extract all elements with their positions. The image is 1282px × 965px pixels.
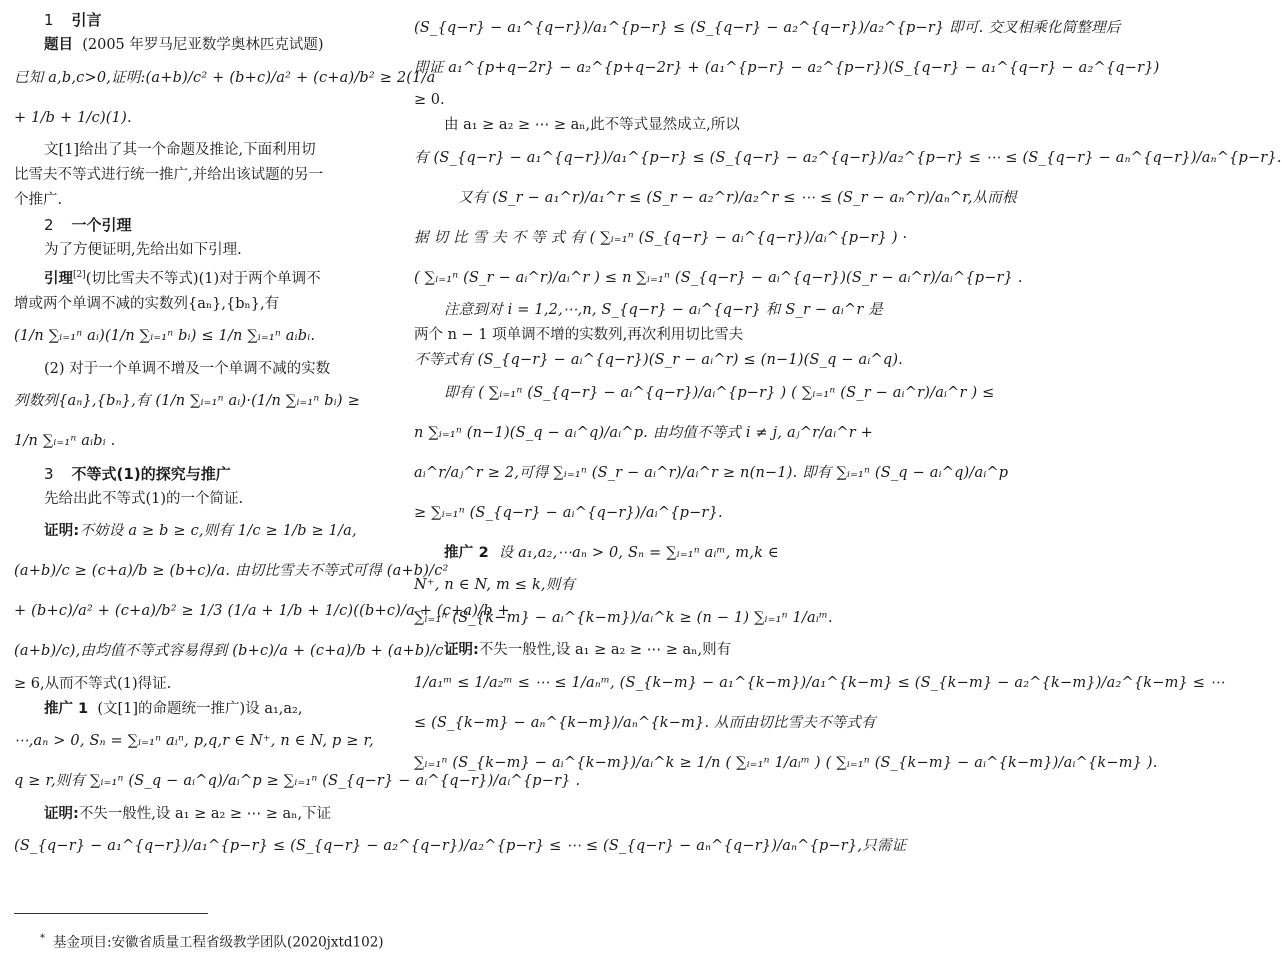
- proof-2-line1: 证明:不失一般性,设 a₁ ≥ a₂ ≥ ⋯ ≥ aₙ,下证: [44, 805, 332, 822]
- right-line-10: 两个 n − 1 项单调不增的实数列,再次利用切比雪夫: [414, 327, 744, 343]
- generalization-2-formula: ∑ᵢ₌₁ⁿ (S_{k−m} − aᵢ^{k−m})/aᵢ^k ≥ (n − 1) ∑ᵢ₌₁ⁿ 1/aᵢᵐ.: [414, 609, 833, 626]
- lemma-line3: (2) 对于一个单调不增及一个单调不减的实数: [44, 360, 331, 377]
- right-line-11: 不等式有 (S_{q−r} − aᵢ^{q−r})(S_r − aᵢ^r) ≤ (n−1)(S_q − aᵢ^q).: [414, 352, 903, 368]
- intro-line2: 比雪夫不等式进行统一推广,并给出该试题的另一: [14, 167, 324, 183]
- generalization-1-line2: ⋯,aₙ > 0, Sₙ = ∑ᵢ₌₁ⁿ aᵢⁿ, p,q,r ∈ N⁺, n ∈ N, p ≥ r,: [14, 733, 374, 750]
- lemma-formula-1: (1/n ∑ᵢ₌₁ⁿ aᵢ)(1/n ∑ᵢ₌₁ⁿ bᵢ) ≤ 1/n ∑ᵢ₌₁ⁿ aᵢbᵢ.: [14, 328, 316, 345]
- right-formula-2: 即证 a₁^{p+q−2r} − a₂^{p+q−2r} + (a₁^{p−r} − a₂^{p−r})(S_{q−r} − a₁^{q−r} − a₂^{q−r}): [414, 59, 1160, 76]
- proof-3-formula-3: ∑ᵢ₌₁ⁿ (S_{k−m} − aᵢ^{k−m})/aᵢ^k ≥ 1/n ( ∑ᵢ₌₁ⁿ 1/aᵢᵐ ) ( ∑ᵢ₌₁ⁿ (S_{k−m} − aᵢ^{k−m})/aᵢ^{k−m} ).: [414, 754, 1158, 771]
- footnote-rule: [14, 913, 208, 914]
- intro-line1: 文[1]给出了其一个命题及推论,下面利用切: [44, 142, 316, 158]
- lemma-intro: 为了方便证明,先给出如下引理.: [44, 242, 242, 258]
- generalization-1-line1: 推广 1 (文[1]的命题统一推广)设 a₁,a₂,: [44, 700, 303, 717]
- right-formula-15: ≥ ∑ᵢ₌₁ⁿ (S_{q−r} − aᵢ^{q−r})/aᵢ^{p−r}.: [414, 504, 723, 521]
- right-formula-6: 又有 (S_r − a₁^r)/a₁^r ≤ (S_r − a₂^r)/a₂^r ≤ ⋯ ≤ (S_r − aₙ^r)/aₙ^r,从而根: [458, 189, 1017, 206]
- section-1-heading: 1 引言: [44, 11, 102, 29]
- proof-line5: ≥ 6,从而不等式(1)得证.: [14, 675, 172, 692]
- proof-3-line1: 证明:不失一般性,设 a₁ ≥ a₂ ≥ ⋯ ≥ aₙ,则有: [444, 642, 732, 658]
- proof-3-formula-2: ≤ (S_{k−m} − aₙ^{k−m})/aₙ^{k−m}. 从而由切比雪夫不等式有: [414, 714, 876, 731]
- simple-proof-intro: 先给出此不等式(1)的一个简证.: [44, 490, 244, 507]
- right-formula-1: (S_{q−r} − a₁^{q−r})/a₁^{p−r} ≤ (S_{q−r} − a₂^{q−r})/a₂^{p−r} 即可. 交叉相乘化简整理后: [414, 19, 1121, 36]
- problem-statement-line2: + 1/b + 1/c)(1).: [14, 109, 132, 126]
- proof-line4: (a+b)/c),由均值不等式容易得到 (b+c)/a + (c+a)/b + (a+b)/c: [14, 643, 444, 660]
- proof-2-formula: (S_{q−r} − a₁^{q−r})/a₁^{p−r} ≤ (S_{q−r} − a₂^{q−r})/a₂^{p−r} ≤ ⋯ ≤ (S_{q−r} − aₙ^{q−r})/aₙ^{p−r},只需证: [14, 838, 907, 855]
- right-formula-14: aᵢ^r/aⱼ^r ≥ 2,可得 ∑ᵢ₌₁ⁿ (S_r − aᵢ^r)/aᵢ^r ≥ n(n−1). 即有 ∑ᵢ₌₁ⁿ (S_q − aᵢ^q)/aᵢ^p: [414, 464, 1009, 481]
- problem-statement-line1: 已知 a,b,c>0,证明:(a+b)/c² + (b+c)/a² + (c+a)/b² ≥ 2(1/a: [14, 69, 436, 86]
- lemma-formula-2: 列数列{aₙ},{bₙ},有 (1/n ∑ᵢ₌₁ⁿ aᵢ)·(1/n ∑ᵢ₌₁ⁿ bᵢ) ≥: [14, 393, 360, 410]
- proof-line2: (a+b)/c ≥ (c+a)/b ≥ (b+c)/a. 由切比雪夫不等式可得 (a+b)/c²: [14, 563, 449, 580]
- right-formula-8: ( ∑ᵢ₌₁ⁿ (S_r − aᵢ^r)/aᵢ^r ) ≤ n ∑ᵢ₌₁ⁿ (S_{q−r} − aᵢ^{q−r})(S_r − aᵢ^r)/aᵢ^{p−r} .: [414, 269, 1023, 286]
- lemma-line2: 增或两个单调不减的实数列{aₙ},{bₙ},有: [14, 295, 280, 312]
- right-line-9: 注意到对 i = 1,2,⋯,n, S_{q−r} − aᵢ^{q−r} 和 S_r − aᵢ^r 是: [444, 302, 883, 318]
- section-3-heading: 3 不等式(1)的探究与推广: [44, 464, 231, 483]
- right-line-3: ≥ 0.: [414, 92, 445, 108]
- right-formula-13: n ∑ᵢ₌₁ⁿ (n−1)(S_q − aᵢ^q)/aᵢ^p. 由均值不等式 i ≠ j, aⱼ^r/aᵢ^r +: [414, 424, 874, 441]
- lemma-citation: [2]: [73, 270, 86, 280]
- proof-line1: 证明: 不妨设 a ≥ b ≥ c,则有 1/c ≥ 1/b ≥ 1/a,: [44, 523, 357, 540]
- generalization-2-line2: N⁺, n ∈ N, m ≤ k,则有: [414, 577, 576, 593]
- right-column: [414, 8, 1282, 783]
- generalization-2-line1: 推广 2 设 a₁,a₂,⋯aₙ > 0, Sₙ = ∑ᵢ₌₁ⁿ aᵢᵐ, m,k ∈: [444, 544, 779, 561]
- lemma-formula-3: 1/n ∑ᵢ₌₁ⁿ aᵢbᵢ .: [14, 433, 116, 450]
- right-formula-12: 即有 ( ∑ᵢ₌₁ⁿ (S_{q−r} − aᵢ^{q−r})/aᵢ^{p−r} ) ( ∑ᵢ₌₁ⁿ (S_r − aᵢ^r)/aᵢ^r ) ≤: [444, 384, 995, 401]
- lemma-line1: 引理[2](切比雪夫不等式)(1)对于两个单调不: [44, 270, 321, 287]
- generalization-1-formula: q ≥ r,则有 ∑ᵢ₌₁ⁿ (S_q − aᵢ^q)/aᵢ^p ≥ ∑ᵢ₌₁ⁿ (S_{q−r} − aᵢ^{q−r})/aᵢ^{p−r} .: [14, 773, 581, 790]
- proof-3-formula-1: 1/a₁ᵐ ≤ 1/a₂ᵐ ≤ ⋯ ≤ 1/aₙᵐ, (S_{k−m} − a₁^{k−m})/a₁^{k−m} ≤ (S_{k−m} − a₂^{k−m})/a₂^{k−m} ≤ ⋯: [414, 674, 1225, 691]
- footnote-marker: *: [40, 933, 45, 944]
- intro-line3: 个推广.: [14, 192, 63, 208]
- right-line-4: 由 a₁ ≥ a₂ ≥ ⋯ ≥ aₙ,此不等式显然成立,所以: [444, 117, 740, 133]
- proof-line3: + (b+c)/a² + (c+a)/b² ≥ 1/3 (1/a + 1/b + 1/c)((b+c)/a + (c+a)/b +: [14, 603, 510, 620]
- section-2-heading: 2 一个引理: [44, 216, 132, 234]
- footnote-text: 基金项目:安徽省质量工程省级教学团队(2020jxtd102): [53, 934, 384, 951]
- right-formula-5: 有 (S_{q−r} − a₁^{q−r})/a₁^{p−r} ≤ (S_{q−r} − a₂^{q−r})/a₂^{p−r} ≤ ⋯ ≤ (S_{q−r} − aₙ^{q−r})/aₙ^{p−r}.: [414, 149, 1282, 166]
- right-formula-7: 据 切 比 雪 夫 不 等 式 有 ( ∑ᵢ₌₁ⁿ (S_{q−r} − aᵢ^{q−r})/aᵢ^{p−r} ) ·: [414, 229, 908, 246]
- problem-heading: 题目 (2005 年罗马尼亚数学奥林匹克试题): [44, 37, 324, 53]
- footnote: [40, 928, 384, 954]
